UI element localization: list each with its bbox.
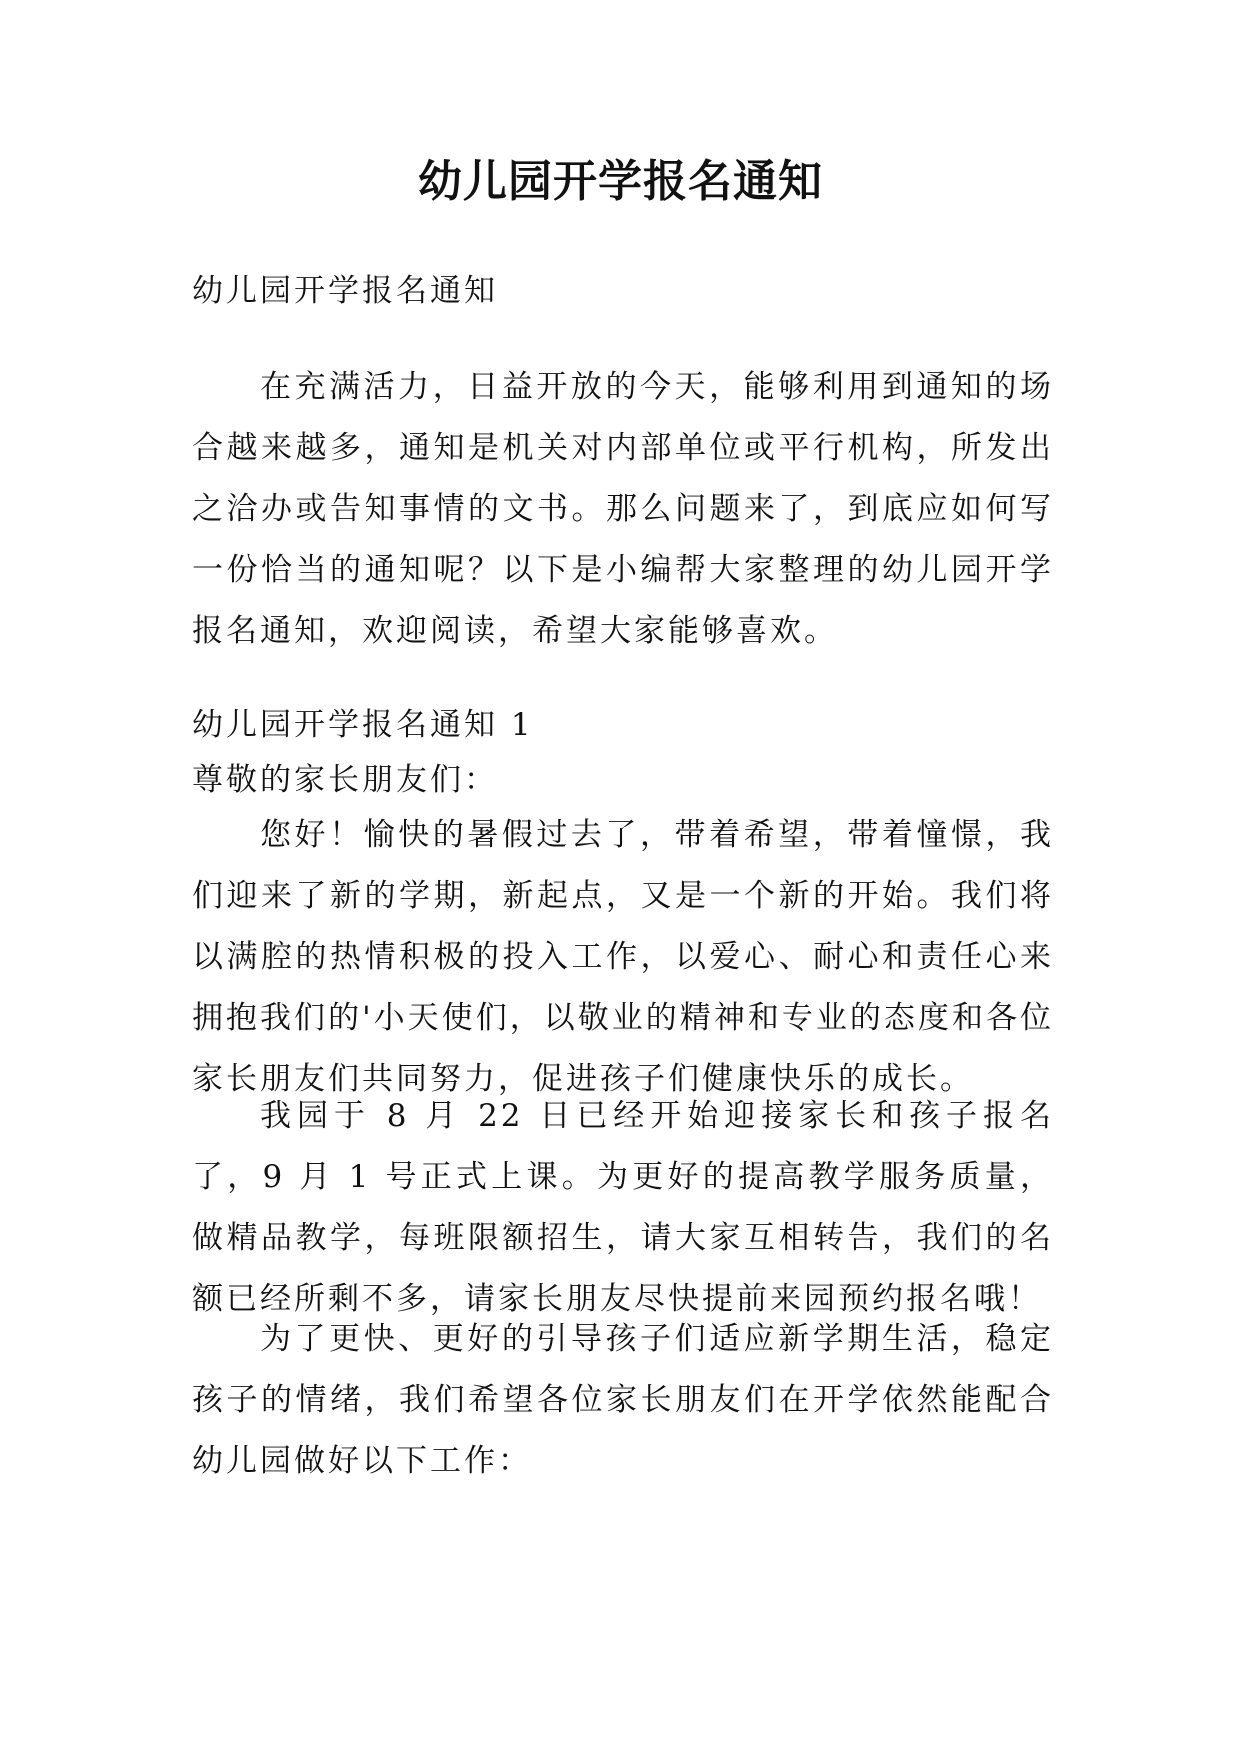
intro-paragraph: 在充满活力，日益开放的今天，能够利用到通知的场合越来越多，通知是机关对内部单位或平行机构，所发出之洽办或告知事情的文书。那么问题来了，到底应如何写一份恰当的通知呢？以下是小编帮大家整理的幼儿园开学报名通知，欢迎阅读，希望大家能够喜欢。 [192,369,1054,649]
body-paragraph-1: 您好！愉快的暑假过去了，带着希望，带着憧憬，我们迎来了新的学期，新起点，又是一个新的开始。我们将以满腔的热情积极的投入工作，以爱心、耐心和责任心来拥抱我们的'小天使们，以敬业的精神和专业的态度和各位家长朋友们共同努力，促进孩子们健康快乐的成长。 [192,817,1054,1097]
body-paragraph-2: 我园于 8 月 22 日已经开始迎接家长和孩子报名了，9 月 1 号正式上课。为更好的提高教学服务质量，做精品教学，每班限额招生，请大家互相转告，我们的名额已经所剩不多，请家长朋友尽快提前来园预约报名哦！ [192,1098,1054,1317]
document-subtitle: 幼儿园开学报名通知 [192,273,498,309]
document-title: 幼儿园开学报名通知 [418,156,823,207]
section-heading: 幼儿园开学报名通知 1 [192,707,534,743]
body-paragraph-3: 为了更快、更好的引导孩子们适应新学期生活，稳定孩子的情绪，我们希望各位家长朋友们在开学依然能配合幼儿园做好以下工作： [192,1321,1054,1479]
salutation: 尊敬的家长朋友们： [192,762,498,798]
